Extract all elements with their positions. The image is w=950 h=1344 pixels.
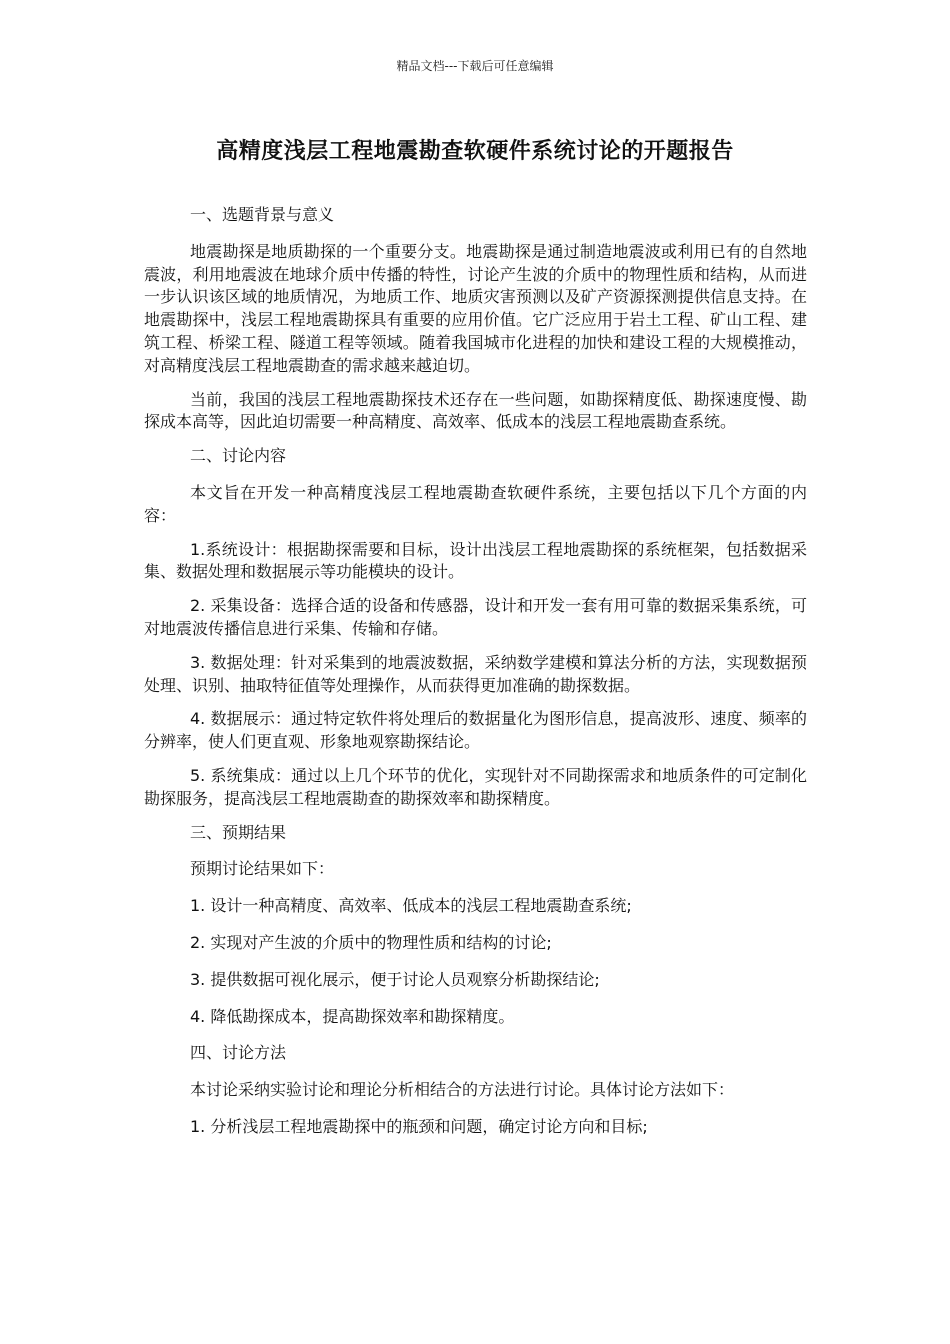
list-item: 4. 降低勘探成本，提高勘探效率和勘探精度。 — [190, 1006, 515, 1026]
list-item: 1. 设计一种高精度、高效率、低成本的浅层工程地震勘查系统; — [190, 896, 632, 916]
document-title: 高精度浅层工程地震勘查软硬件系统讨论的开题报告 — [216, 139, 734, 164]
list-item: 5. 系统集成：通过以上几个环节的优化，实现针对不同勘探需求和地质条件的可定制化勘探服务，提高浅层工程地震勘查的勘探效率和勘探精度。 — [144, 765, 807, 808]
section-heading-content: 二、讨论内容 — [190, 446, 287, 466]
paragraph: 预期讨论结果如下： — [190, 859, 335, 879]
document-body — [144, 204, 807, 1153]
paragraph: 本文旨在开发一种高精度浅层工程地震勘查软硬件系统，主要包括以下几个方面的内容： — [144, 482, 807, 525]
list-item: 2. 实现对产生波的介质中的物理性质和结构的讨论; — [190, 932, 552, 952]
list-item: 4. 数据展示：通过特定软件将处理后的数据量化为图形信息，提高波形、速度、频率的分辨率，使人们更直观、形象地观察勘探结论。 — [144, 709, 807, 752]
list-item: 1. 分析浅层工程地震勘探中的瓶颈和问题，确定讨论方向和目标; — [190, 1116, 648, 1136]
page-header: 精品文档---下载后可任意编辑 — [396, 59, 554, 73]
list-item: 2. 采集设备：选择合适的设备和传感器，设计和开发一套有用可靠的数据采集系统，可对地震波传播信息进行采集、传输和存储。 — [144, 596, 807, 638]
list-item: 3. 数据处理：针对采集到的地震波数据，采纳数学建模和算法分析的方法，实现数据预处理、识别、抽取特征值等处理操作，从而获得更加准确的勘探数据。 — [144, 652, 807, 695]
list-item: 3. 提供数据可视化展示，便于讨论人员观察分析勘探结论; — [190, 969, 600, 989]
paragraph: 本讨论采纳实验讨论和理论分析相结合的方法进行讨论。具体讨论方法如下： — [190, 1080, 735, 1100]
paragraph: 当前，我国的浅层工程地震勘探技术还存在一些问题，如勘探精度低、勘探速度慢、勘探成本高等，因此迫切需要一种高精度、高效率、低成本的浅层工程地震勘查系统。 — [144, 389, 807, 432]
list-item: 1.系统设计：根据勘探需要和目标，设计出浅层工程地震勘探的系统框架，包括数据采集、数据处理和数据展示等功能模块的设计。 — [144, 539, 807, 582]
section-heading-methods: 四、讨论方法 — [190, 1043, 287, 1063]
paragraph: 地震勘探是地质勘探的一个重要分支。地震勘探是通过制造地震波或利用已有的自然地震波，利用地震波在地球介质中传播的特性，讨论产生波的介质中的物理性质和结构，从而进一步认识该区域的地质情况，为地质工作、地质灾害预测以及矿产资源探测提供信息支持。在地震勘探中，浅层工程地震勘探具有重要的应用价值。它广泛应用于岩土工程、矿山工程、建筑工程、桥梁工程、隧道工程等领域。随着我国城市化进程的加快和建设工程的大规模推动，对高精度浅层工程地震勘查的需求越来越迫切。 — [144, 241, 807, 375]
section-heading-background: 一、选题背景与意义 — [190, 205, 335, 224]
section-heading-results: 三、预期结果 — [190, 822, 287, 842]
